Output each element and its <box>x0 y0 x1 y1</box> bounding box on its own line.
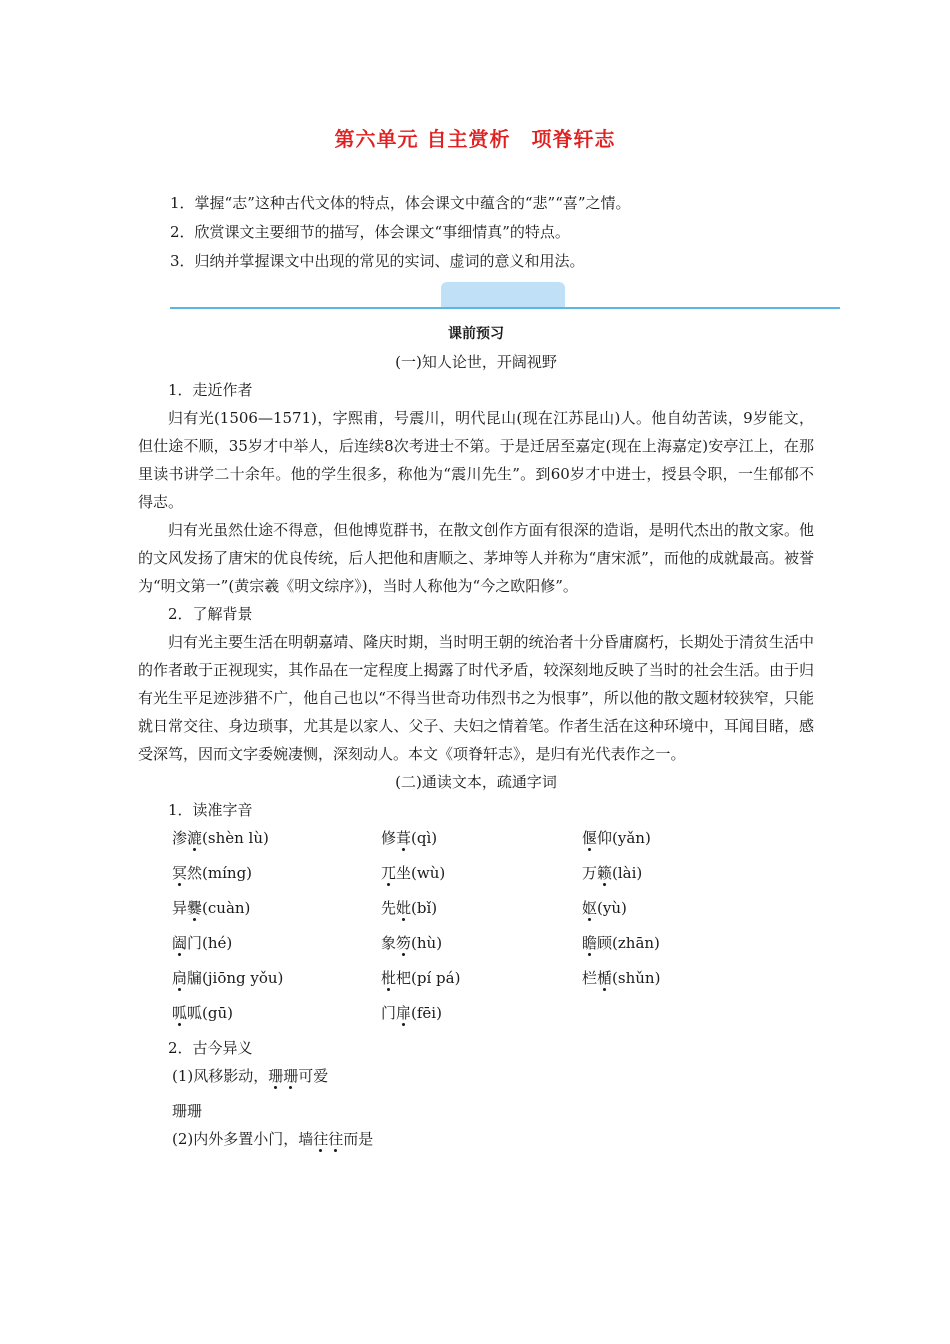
learning-goals <box>170 192 850 279</box>
pronunciation-word <box>582 969 612 987</box>
pronunciation-item <box>381 964 460 999</box>
word-char: 冥 <box>172 864 188 882</box>
pronunciation-item <box>582 964 660 999</box>
word-char: 门 <box>187 934 203 952</box>
pronunciation-pinyin: (míng) <box>202 864 253 882</box>
word-char: 漉 <box>187 829 203 847</box>
pronunciation-item <box>582 894 627 929</box>
pronunciation-pinyin: (wù) <box>411 864 446 882</box>
word-char: 修 <box>381 829 397 847</box>
word-char: 葺 <box>396 829 412 847</box>
pronunciation-item <box>381 894 437 929</box>
pronunciation-pinyin: (hù) <box>411 934 443 952</box>
word-char: 仰 <box>597 829 613 847</box>
word-char: 枇 <box>381 969 397 987</box>
pronunciation-word <box>381 934 411 952</box>
pronunciation-item <box>172 929 232 964</box>
pronunciation-word <box>381 1004 411 1022</box>
word-char: 扉 <box>396 1004 412 1022</box>
pronunciation-item <box>381 824 437 859</box>
pronunciation-pinyin: (shèn lù) <box>202 829 269 847</box>
pronunciation-pinyin: (gū) <box>202 1004 233 1022</box>
pronunciation-item <box>582 929 660 964</box>
word-char: 呱 <box>172 1004 188 1022</box>
item-heading: 1．走近作者 <box>168 381 253 399</box>
pronunciation-item <box>582 859 642 894</box>
pronunciation-item <box>172 964 283 999</box>
example-sentence <box>172 1062 814 1097</box>
example-text: (1)风移影动， <box>172 1067 269 1085</box>
emphasis-char: 珊 <box>283 1067 299 1085</box>
word-char: 籁 <box>597 864 613 882</box>
main-content <box>138 320 814 1153</box>
word-char: 顾 <box>597 934 613 952</box>
word-char: 偃 <box>582 829 598 847</box>
item-heading: 2．古今异义 <box>168 1039 253 1057</box>
pronunciation-item <box>172 894 250 929</box>
emphasis-char: 往 <box>313 1130 329 1148</box>
pronunciation-word <box>172 1004 202 1022</box>
pronunciation-item <box>172 999 233 1034</box>
pronunciation-pinyin: (yù) <box>597 899 627 917</box>
pronunciation-item <box>381 929 442 964</box>
word-char: 楯 <box>597 969 613 987</box>
section-tab <box>441 282 565 307</box>
word-char: 呱 <box>187 1004 203 1022</box>
word-char: 门 <box>381 1004 397 1022</box>
word-char: 扃 <box>172 969 188 987</box>
word-char: 爨 <box>187 899 203 917</box>
pronunciation-item <box>381 859 445 894</box>
pronunciation-pinyin: (yǎn) <box>612 829 651 847</box>
word-char: 兀 <box>381 864 397 882</box>
word-char: 栏 <box>582 969 598 987</box>
word-char: 然 <box>187 864 203 882</box>
word-char: 妪 <box>582 899 598 917</box>
pronunciation-pinyin: (qì) <box>411 829 438 847</box>
word-char: 瞻 <box>582 934 598 952</box>
goal-item: 2．欣赏课文主要细节的描写，体会课文“事细情真”的特点。 <box>170 223 570 241</box>
pronunciation-word <box>582 864 612 882</box>
pronunciation-word <box>381 899 411 917</box>
word-char: 妣 <box>396 899 412 917</box>
pronunciation-pinyin: (lài) <box>612 864 643 882</box>
part1-heading: (一)知人论世，开阔视野 <box>395 353 557 371</box>
word-char: 万 <box>582 864 598 882</box>
item-heading: 2．了解背景 <box>168 605 253 623</box>
section-title: 课前预习 <box>448 326 504 342</box>
example-text: (2)内外多置小门，墙 <box>172 1130 314 1148</box>
pronunciation-word <box>172 899 202 917</box>
word-char: 笏 <box>396 934 412 952</box>
example-term: 珊珊 <box>172 1102 203 1120</box>
paragraph: 归有光虽然仕途不得意，但他博览群书，在散文创作方面有很深的造诣，是明代杰出的散文家。他的文风发扬了唐宋的优良传统，后人把他和唐顺之、茅坤等人并称为“唐宋派”，而他的成就最高。被誉为“明文第一”(黄宗羲《明文综序》)，当时人称他为“今之欧阳修”。 <box>138 521 814 595</box>
goal-item: 3．归纳并掌握课文中出现的常见的实词、虚词的意义和用法。 <box>170 252 585 270</box>
emphasized-word <box>268 1067 298 1085</box>
pronunciation-pinyin: (hé) <box>202 934 233 952</box>
pronunciation-pinyin: (fēi) <box>411 1004 442 1022</box>
word-char: 阖 <box>172 934 188 952</box>
pronunciation-pinyin: (shǔn) <box>612 969 661 987</box>
example-text: 而是 <box>343 1130 374 1148</box>
pronunciation-word <box>381 864 411 882</box>
pronunciation-grid <box>172 824 814 1034</box>
pronunciation-pinyin: (jiōng yǒu) <box>202 969 284 987</box>
pronunciation-pinyin: (pí pá) <box>411 969 461 987</box>
pronunciation-item <box>172 824 269 859</box>
pronunciation-word <box>172 934 202 952</box>
word-char: 异 <box>172 899 188 917</box>
example-sentence <box>172 1125 814 1153</box>
emphasis-char: 往 <box>328 1130 344 1148</box>
example-text: 可爱 <box>298 1067 329 1085</box>
word-char: 牖 <box>187 969 203 987</box>
pronunciation-word <box>172 969 202 987</box>
pronunciation-word <box>582 829 612 847</box>
pronunciation-word <box>582 899 597 917</box>
word-char: 杷 <box>396 969 412 987</box>
pronunciation-item <box>172 859 252 894</box>
section-divider <box>170 307 840 309</box>
pronunciation-word <box>172 864 202 882</box>
goal-item: 1．掌握“志”这种古代文体的特点，体会课文中蕴含的“悲”“喜”之情。 <box>170 194 631 212</box>
part2-heading: (二)通读文本，疏通字词 <box>395 773 557 791</box>
item-heading: 1．读准字音 <box>168 801 253 819</box>
pronunciation-pinyin: (cuàn) <box>202 899 251 917</box>
paragraph: 归有光主要生活在明朝嘉靖、隆庆时期，当时明王朝的统治者十分昏庸腐朽，长期处于清贫生活中的作者敢于正视现实，其作品在一定程度上揭露了时代矛盾，较深刻地反映了当时的社会生活。由于归有光生平足迹涉猎不广，他自己也以“不得当世奇功伟烈书之为恨事”，所以他的散文题材较狭窄，只能就日常交往、身边琐事，尤其是以家人、父子、夫妇之情着笔。作者生活在这种环境中，耳闻目睹，感受深笃，因而文字委婉凄恻，深刻动人。本文《项脊轩志》，是归有光代表作之一。 <box>138 633 814 763</box>
pronunciation-item <box>381 999 442 1034</box>
word-char: 先 <box>381 899 397 917</box>
paragraph: 归有光(1506—1571)，字熙甫，号震川，明代昆山(现在江苏昆山)人。他自幼苦读，9岁能文，但仕途不顺，35岁才中举人，后连续8次考进士不第。于是迁居至嘉定(现在上海嘉定)安亭江上，在那里读书讲学二十余年。他的学生很多，称他为“震川先生”。到60岁才中进士，授县令职，一生郁郁不得志。 <box>138 409 814 511</box>
word-char: 渗 <box>172 829 188 847</box>
pronunciation-word <box>582 934 612 952</box>
pronunciation-pinyin: (zhān) <box>612 934 660 952</box>
pronunciation-word <box>381 829 411 847</box>
word-char: 坐 <box>396 864 412 882</box>
emphasis-char: 珊 <box>268 1067 284 1085</box>
pronunciation-item <box>582 824 651 859</box>
pronunciation-pinyin: (bǐ) <box>411 899 438 917</box>
word-char: 象 <box>381 934 397 952</box>
pronunciation-word <box>172 829 202 847</box>
emphasized-word <box>313 1130 343 1148</box>
page-title: 第六单元 自主赏析 项脊轩志 <box>334 127 616 151</box>
pronunciation-word <box>381 969 411 987</box>
